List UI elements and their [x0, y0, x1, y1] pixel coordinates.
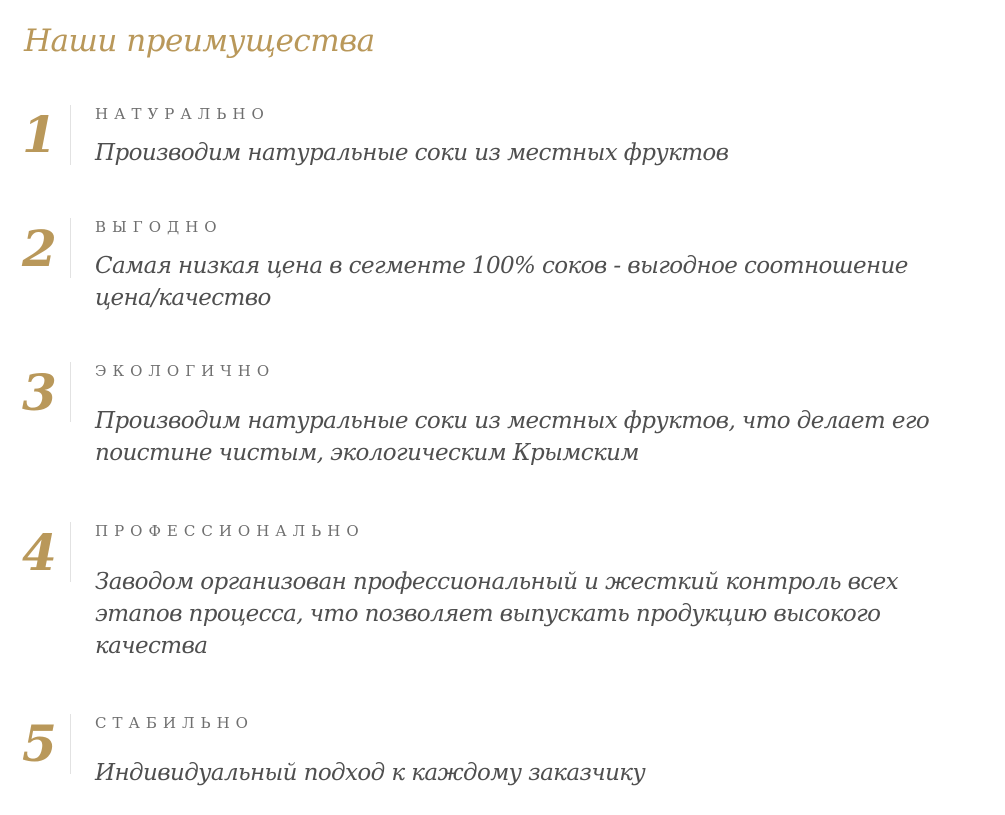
- advantage-divider: [70, 522, 71, 582]
- advantage-heading: НАТУРАЛЬНО: [95, 105, 270, 123]
- advantage-heading: ВЫГОДНО: [95, 218, 223, 236]
- advantage-text: Самая низкая цена в сегменте 100% соков - выгодное соотношение цена/качество: [95, 253, 908, 311]
- advantage-text: Индивидуальный подход к каждому заказчику: [95, 760, 646, 786]
- advantage-number: 1: [22, 105, 57, 164]
- advantage-divider: [70, 105, 71, 165]
- advantage-number: 5: [22, 714, 57, 773]
- advantage-divider: [70, 362, 71, 422]
- advantage-text: Производим натуральные соки из местных фруктов: [95, 140, 729, 166]
- advantage-text: Производим натуральные соки из местных фруктов, что делает его поистине чистым, экологическим Крымским: [95, 408, 930, 466]
- page-title: Наши преимущества: [24, 23, 375, 59]
- advantage-number: 4: [22, 523, 57, 582]
- advantage-heading: ПРОФЕССИОНАЛЬНО: [95, 522, 365, 540]
- advantage-heading: ЭКОЛОГИЧНО: [95, 362, 276, 380]
- advantage-text: Заводом организован профессиональный и жесткий контроль всех этапов процесса, что позволяет выпускать продукцию высокого качества: [95, 569, 899, 659]
- advantage-divider: [70, 714, 71, 774]
- advantage-number: 3: [22, 363, 57, 422]
- advantage-number: 2: [22, 219, 57, 278]
- advantage-heading: СТАБИЛЬНО: [95, 714, 254, 732]
- advantage-divider: [70, 218, 71, 278]
